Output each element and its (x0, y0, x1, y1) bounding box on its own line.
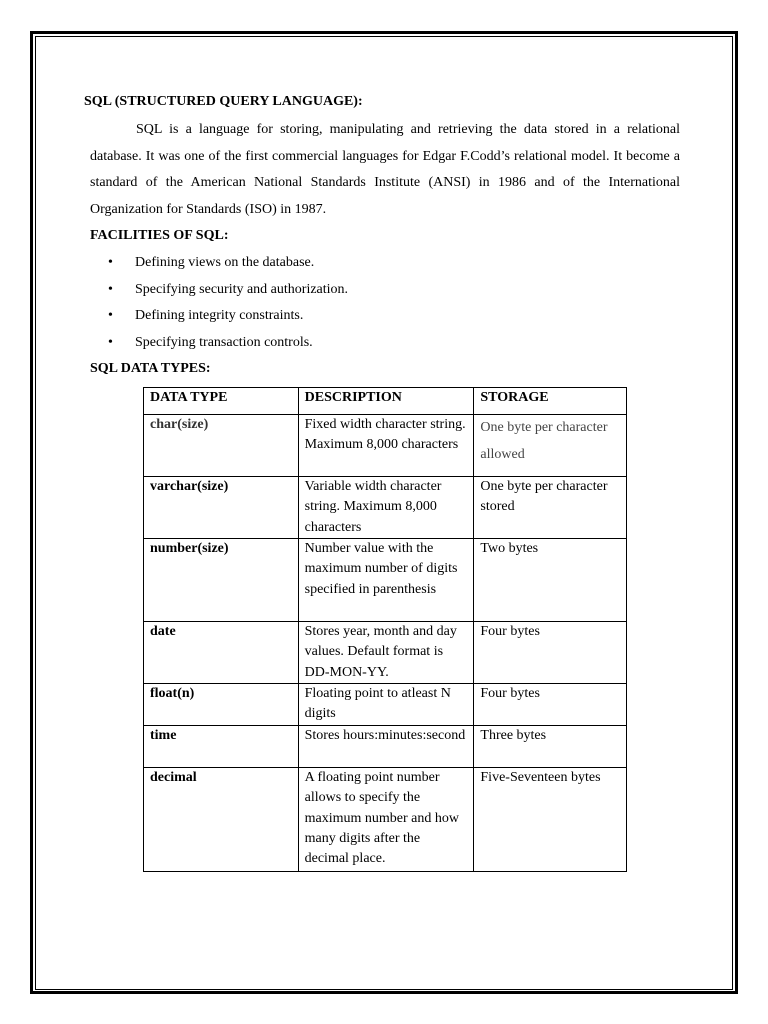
list-item (108, 332, 348, 359)
cell-type: decimal (144, 768, 299, 872)
cell-storage: Three bytes (474, 726, 627, 768)
list-item (108, 252, 348, 279)
intro-paragraph: SQL is a language for storing, manipulating and retrieving the data stored in a relational database. It was one of the first commercial languages for Edgar F.Codd’s relational model. It become a standard of the American National Standards Institute (ANSI) in 1986 and of the International Organization for Standards (ISO) in 1987. (90, 122, 680, 218)
table-row (144, 684, 627, 726)
table-row (144, 415, 627, 477)
cell-description: Stores hours:minutes:second (298, 726, 474, 768)
bullet-icon: • (108, 281, 113, 297)
table-row (144, 726, 627, 768)
list-item-text: Defining integrity constraints. (135, 308, 304, 323)
cell-storage: Four bytes (474, 622, 627, 684)
list-item-text: Defining views on the database. (135, 255, 315, 270)
facilities-list (108, 252, 348, 358)
table-header-row (144, 388, 627, 415)
list-item-text: Specifying security and authorization. (135, 281, 349, 297)
list-item (108, 305, 348, 332)
column-header-storage: STORAGE (474, 388, 627, 415)
section-heading-facilities: FACILITIES OF SQL: (90, 228, 229, 243)
cell-type: time (144, 726, 299, 768)
datatypes-table (143, 387, 627, 872)
column-header-description: DESCRIPTION (298, 388, 474, 415)
cell-storage: Five-Seventeen bytes (474, 768, 627, 872)
cell-description: Number value with the maximum number of digits specified in parenthesis (298, 539, 474, 622)
cell-type: number(size) (144, 539, 299, 622)
list-item-text: Specifying transaction controls. (135, 334, 313, 350)
cell-storage: One byte per character allowed (474, 415, 627, 477)
section-heading-datatypes: SQL DATA TYPES: (90, 361, 211, 376)
table-row (144, 622, 627, 684)
cell-description: Floating point to atleast N digits (298, 684, 474, 726)
cell-description: A floating point number allows to specify the maximum number and how many digits after the decimal place. (298, 768, 474, 872)
cell-description: Variable width character string. Maximum 8,000 characters (298, 477, 474, 539)
list-item (108, 279, 348, 306)
cell-description: Fixed width character string. Maximum 8,000 characters (298, 415, 474, 477)
cell-type: float(n) (144, 684, 299, 726)
cell-description: Stores year, month and day values. Default format is DD-MON-YY. (298, 622, 474, 684)
bullet-icon: • (108, 308, 113, 323)
cell-storage: One byte per character stored (474, 477, 627, 539)
cell-type: char(size) (144, 415, 299, 477)
table-row (144, 768, 627, 872)
bullet-icon: • (108, 334, 113, 350)
cell-storage: Four bytes (474, 684, 627, 726)
section-heading-sql: SQL (STRUCTURED QUERY LANGUAGE): (84, 94, 363, 109)
table-row (144, 539, 627, 622)
column-header-type: DATA TYPE (144, 388, 299, 415)
table-row (144, 477, 627, 539)
cell-type: date (144, 622, 299, 684)
bullet-icon: • (108, 255, 113, 270)
cell-type: varchar(size) (144, 477, 299, 539)
cell-storage: Two bytes (474, 539, 627, 622)
